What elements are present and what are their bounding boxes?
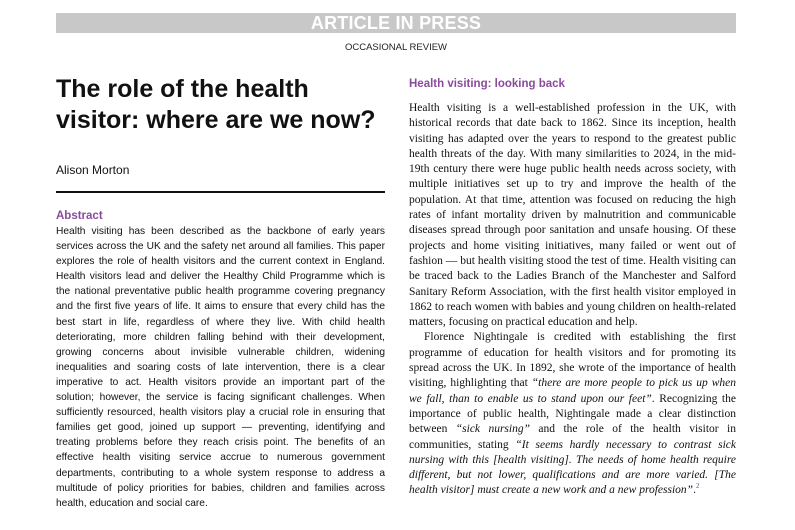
quote-nightingale-2: “It seems hardly necessary to contrast sick nursing with this [health visiting]. The needs of home health require different, but not lower, qualifications and are more varied. [The health visitor] must create a new work and a new profession” bbox=[409, 438, 736, 497]
quote-sick-nursing: “sick nursing” bbox=[455, 423, 530, 436]
body-paragraph-1: Health visiting is a well-established profession in the UK, with historical records that date back to 1862. Since its inception, health visiting has adapted over the years to respond to the greatest public health threats of the day. With many similarities to 2024, in the mid-19th century there were huge public health needs across society, with multiple initiatives set up to try and improve the health of the population. At that time, attention was focused on reducing the high rates of infant mortality driven by malnutrition and communicable diseases spread through poor sanitation and unsafe housing. Of these projects and home visiting initiatives, many failed or went out of fashion — but health visiting stood the test of time. Health visiting can be traced back to the Ladies Branch of the Manchester and Salford Sanitary Reform Association, with the first health visitor employed in 1862 to reach women with babies and young children on health-related matters, focusing on practical education and help. bbox=[409, 102, 737, 329]
para2-text-b: . Recognizing the importance of public health, Nightingale made a clear distinction between bbox=[409, 392, 736, 436]
right-column bbox=[409, 78, 736, 499]
para2-text-c: and the role of the health visitor in communities, stating bbox=[409, 423, 736, 451]
reference-link-2[interactable]: 2 bbox=[695, 482, 700, 491]
article-in-press-banner: ARTICLE IN PRESS bbox=[56, 13, 736, 33]
article-title: The role of the health visitor: where are we now? bbox=[56, 75, 376, 134]
abstract-heading: Abstract bbox=[56, 210, 103, 222]
title-divider bbox=[56, 191, 385, 193]
section-heading: Health visiting: looking back bbox=[409, 78, 565, 90]
para2-text-d: . bbox=[693, 484, 696, 497]
author-name[interactable]: Alison Morton bbox=[56, 163, 130, 177]
para2-text-a: Florence Nightingale is credited with establishing the first programme of education for health visitors and for promoting its spread across the UK. In 1892, she wrote of the importance of health visiting, highlighting that bbox=[409, 331, 736, 390]
left-column bbox=[56, 74, 385, 511]
body-paragraph-2 bbox=[409, 330, 736, 498]
abstract-text: Health visiting has been described as the backbone of early years services across the UK and the safety net around all families. This paper explores the role of health visitors and the current context in England. Health visitors lead and deliver the Healthy Child Programme which is the national preventative public health programme covering pregnancy and the first five years of life. It aims to ensure that every child has the best start in life, regardless of where they live. With child health deteriorating, more children falling behind with their development, growing concerns about invisible vulnerable children, widening inequalities and soaring costs of late intervention, there is a clear imperative to act. Health visitors provide an important part of the solution; however, the service is facing significant challenges. When sufficiently resourced, health visitors play a crucial role in ensuring that families get good, joined up support — preventing, identifying and treating problems before they reach crisis point. The benefits of an effective health visiting service accrue to numerous government departments, contributing to a whole system response to address a multitude of policy priorities for babies, children and families across health, education and social care. bbox=[56, 226, 385, 509]
section-tag: OCCASIONAL REVIEW bbox=[344, 42, 448, 53]
quote-nightingale-1: “there are more people to pick us up when we fall, than to enable us to stand upon our feet” bbox=[409, 377, 736, 405]
